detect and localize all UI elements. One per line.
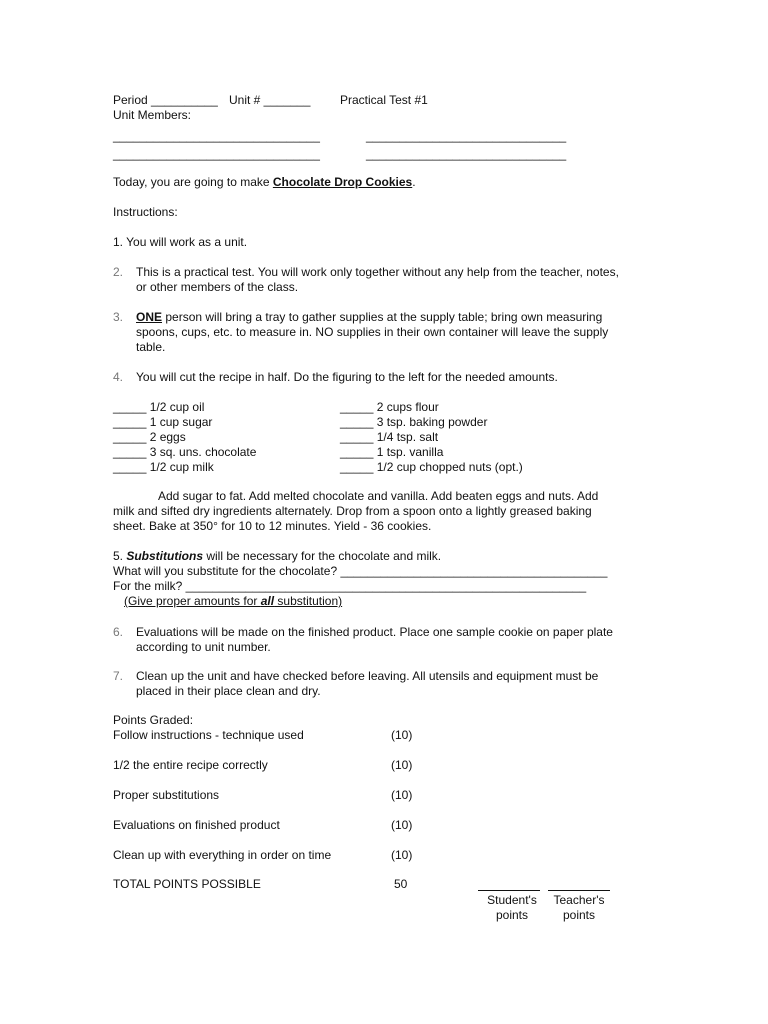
member-blank-2: ______________________________ (366, 129, 567, 143)
instruction-2-number: 2. (113, 265, 124, 279)
member-blank-3: _______________________________ (113, 147, 320, 161)
instruction-3-number: 3. (113, 310, 124, 324)
student-points-label-line-1: Student's (487, 893, 537, 907)
instruction-2-line-1: This is a practical test. You will work only together without any help from the teacher, notes, (136, 265, 619, 279)
instruction-3-line-3: table. (136, 340, 166, 354)
member-blank-4: ______________________________ (366, 147, 567, 161)
instruction-5 (113, 549, 441, 564)
test-title: Practical Test #1 (340, 93, 428, 107)
instruction-3-line-1-rest: person will bring a tray to gather supplies at the supply table; bring own measuring (162, 310, 603, 324)
ingredient-item: _____ 1/2 cup chopped nuts (opt.) (340, 460, 523, 474)
method-line-3: sheet. Bake at 350° for 10 to 12 minutes. Yield - 36 cookies. (113, 519, 432, 533)
instruction-6-line-2: according to unit number. (136, 640, 271, 654)
period-field: Period __________ (113, 93, 218, 107)
member-blank-1: _______________________________ (113, 129, 320, 143)
grading-row-label: Follow instructions - technique used (113, 728, 304, 742)
substitution-note-suffix: substitution) (274, 594, 343, 608)
instruction-4-line-1: You will cut the recipe in half. Do the figuring to the left for the needed amounts. (136, 370, 558, 384)
ingredient-item: _____ 2 cups flour (340, 400, 439, 414)
ingredient-item: _____ 1 tsp. vanilla (340, 445, 444, 459)
grading-row-points: (10) (391, 728, 413, 742)
points-graded-heading: Points Graded: (113, 713, 194, 727)
chocolate-substitute-question: What will you substitute for the chocolate? ________________________________________ (113, 564, 608, 578)
instruction-3-line-2: spoons, cups, etc. to measure in. NO supplies in their own container will leave the supply (136, 325, 609, 339)
one-emphasis: ONE (136, 310, 163, 324)
milk-substitute-question: For the milk? ____________________________________________________________ (113, 579, 587, 593)
all-emphasis: all (260, 594, 275, 608)
total-points-label: TOTAL POINTS POSSIBLE (113, 877, 261, 891)
teacher-points-label-line-2: points (562, 908, 596, 922)
grading-row-label: Proper substitutions (113, 788, 220, 802)
teacher-points-label-line-1: Teacher's (553, 893, 605, 907)
method-line-1: Add sugar to fat. Add melted chocolate and vanilla. Add beaten eggs and nuts. Add (158, 489, 599, 503)
instructions-heading: Instructions: (113, 205, 178, 219)
intro-sentence (113, 175, 416, 190)
instruction-4-number: 4. (113, 370, 124, 384)
substitution-note-prefix: (Give proper amounts for (124, 594, 261, 608)
instruction-5-number: 5. (113, 549, 127, 563)
unit-members-label: Unit Members: (113, 108, 192, 122)
grading-row-label: Evaluations on finished product (113, 818, 280, 832)
grading-row-points: (10) (391, 788, 413, 802)
ingredient-item: _____ 1/2 cup oil (113, 400, 205, 414)
teacher-points-blank (548, 890, 610, 891)
ingredient-item: _____ 1/4 tsp. salt (340, 430, 439, 444)
instruction-3-line-1 (136, 310, 602, 325)
intro-prefix: Today, you are going to make (113, 175, 273, 189)
grading-row-points: (10) (391, 758, 413, 772)
intro-suffix: . (412, 175, 416, 189)
ingredient-item: _____ 2 eggs (113, 430, 186, 444)
unit-number-field: Unit # _______ (229, 93, 311, 107)
recipe-name: Chocolate Drop Cookies (272, 175, 413, 189)
instruction-6-line-1: Evaluations will be made on the finished product. Place one sample cookie on paper plate (136, 625, 613, 639)
grading-row-points: (10) (391, 818, 413, 832)
instruction-7-line-1: Clean up the unit and have checked before leaving. All utensils and equipment must be (136, 669, 599, 683)
instruction-1: 1. You will work as a unit. (113, 235, 248, 249)
ingredient-item: _____ 3 sq. uns. chocolate (113, 445, 257, 459)
instruction-7-line-2: placed in their place clean and dry. (136, 684, 321, 698)
ingredient-item: _____ 3 tsp. baking powder (340, 415, 488, 429)
substitutions-emphasis: Substitutions (126, 549, 204, 563)
grading-row-label: 1/2 the entire recipe correctly (113, 758, 268, 772)
instruction-6-number: 6. (113, 625, 124, 639)
grading-row-points: (10) (391, 848, 413, 862)
ingredient-item: _____ 1 cup sugar (113, 415, 213, 429)
instruction-7-number: 7. (113, 669, 124, 683)
grading-row-label: Clean up with everything in order on time (113, 848, 332, 862)
student-points-blank (478, 890, 540, 891)
method-line-2: milk and sifted dry ingredients alternately. Drop from a spoon onto a lightly greased baking (113, 504, 592, 518)
total-points-value: 50 (394, 877, 408, 891)
instruction-5-rest: will be necessary for the chocolate and milk. (203, 549, 442, 563)
student-points-label-line-2: points (495, 908, 529, 922)
substitution-note (124, 594, 342, 609)
instruction-2-line-2: or other members of the class. (136, 280, 299, 294)
ingredient-item: _____ 1/2 cup milk (113, 460, 214, 474)
